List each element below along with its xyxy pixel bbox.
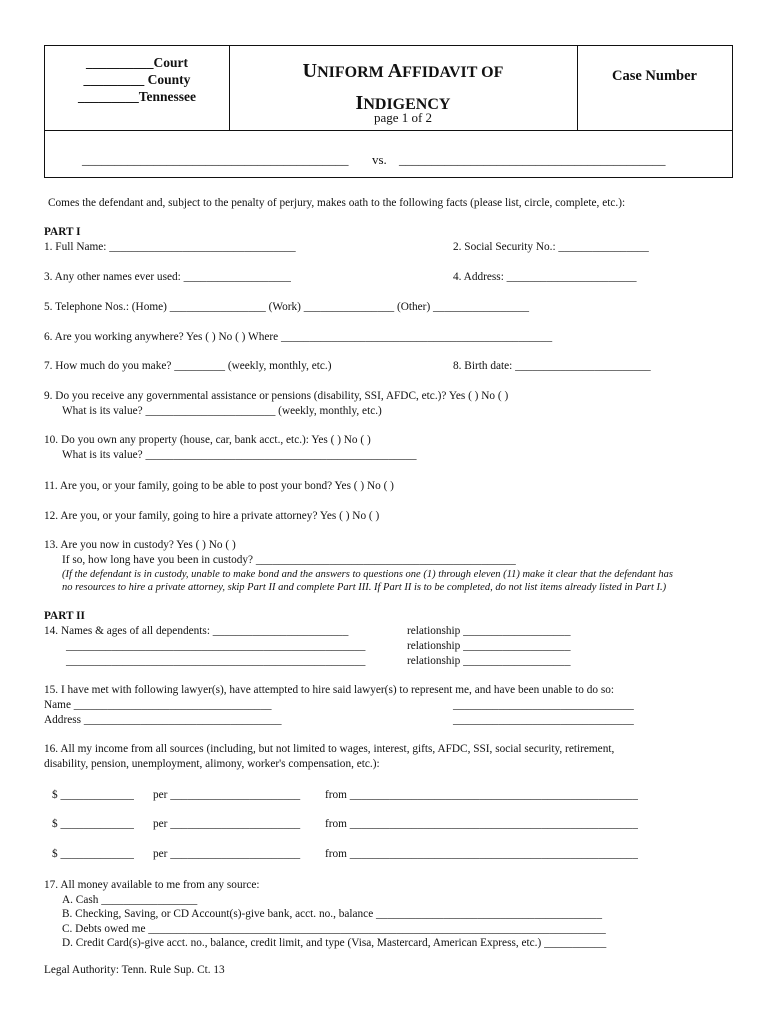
property-value-field[interactable]: What is its value? ________________________________________________ <box>62 449 417 461</box>
state-line[interactable]: _________Tennessee <box>77 89 196 104</box>
other-names-field[interactable]: 3. Any other names ever used: ___________________ <box>44 271 291 283</box>
relationship-field[interactable]: relationship ___________________ <box>407 655 571 667</box>
relationship-field[interactable]: relationship ___________________ <box>407 640 571 652</box>
part1-heading: PART I <box>44 226 81 238</box>
header-box <box>44 45 733 178</box>
cash-field[interactable]: A. Cash _________________ <box>62 894 198 906</box>
court-line[interactable]: __________Court <box>86 55 188 70</box>
credit-cards-field[interactable]: D. Credit Card(s)-give acct. no., balance, credit limit, and type (Visa, Mastercard, American Express, etc.) ___________ <box>62 937 607 949</box>
lawyer-name-field[interactable]: Name ___________________________________ <box>44 699 272 711</box>
income-amount[interactable]: $ _____________ <box>52 789 134 801</box>
income-period[interactable]: per _______________________ <box>153 848 301 860</box>
assistance-value-field[interactable]: What is its value? _______________________ (weekly, monthly, etc.) <box>62 405 382 417</box>
plaintiff-field[interactable]: _________________________________________ <box>82 152 349 167</box>
custody-question[interactable]: 13. Are you now in custody? Yes ( ) No ( ) <box>44 539 236 551</box>
income-period[interactable]: per _______________________ <box>153 818 301 830</box>
ssn-field[interactable]: 2. Social Security No.: ________________ <box>453 241 649 253</box>
accounts-field[interactable]: B. Checking, Saving, or CD Account(s)-give bank, acct. no., balance ________________________________________ <box>62 908 602 920</box>
money-question: 17. All money available to me from any source: <box>44 879 260 891</box>
income-source[interactable]: from ___________________________________________________ <box>325 818 638 830</box>
income-source[interactable]: from ___________________________________________________ <box>325 848 638 860</box>
part2-heading: PART II <box>44 610 85 622</box>
income-amount-field[interactable]: 7. How much do you make? _________ (weekly, monthly, etc.) <box>44 360 332 372</box>
intro-text: Comes the defendant and, subject to the penalty of perjury, makes oath to the following facts (please list, circle, complete, etc.): <box>48 197 626 209</box>
lawyers-question: 15. I have met with following lawyer(s), have attempted to hire said lawyer(s) to represent me, and have been unable to do so: <box>44 684 614 696</box>
custody-duration-field[interactable]: If so, how long have you been in custody? ______________________________________________ <box>62 554 516 566</box>
instruction-note: (If the defendant is in custody, unable to make bond and the answers to questions one (1) through eleven (11) make it clear that the defendant has <box>62 569 673 580</box>
income-source[interactable]: from ___________________________________________________ <box>325 789 638 801</box>
form-title: UNIFORM AFFIDAVIT OF INDIGENCY <box>302 60 504 114</box>
lawyer-name-field-2[interactable]: ________________________________ <box>453 699 634 711</box>
birth-date-field[interactable]: 8. Birth date: ________________________ <box>453 360 651 372</box>
income-amount[interactable]: $ _____________ <box>52 848 134 860</box>
full-name-field[interactable]: 1. Full Name: _________________________________ <box>44 241 296 253</box>
legal-authority-footer: Legal Authority: Tenn. Rule Sup. Ct. 13 <box>44 964 225 976</box>
dependent-line[interactable]: _____________________________________________________ <box>66 655 366 667</box>
court-block <box>45 54 229 105</box>
county-line[interactable]: _________ County <box>83 72 191 87</box>
property-question[interactable]: 10. Do you own any property (house, car, bank acct., etc.): Yes ( ) No ( ) <box>44 434 371 446</box>
case-number-label: Case Number <box>612 68 697 84</box>
income-question: 16. All my income from all sources (including, but not limited to wages, interest, gifts, AFDC, SSI, social security, retirement, <box>44 743 615 755</box>
bond-question[interactable]: 11. Are you, or your family, going to be able to post your bond? Yes ( ) No ( ) <box>44 480 394 492</box>
assistance-question[interactable]: 9. Do you receive any governmental assistance or pensions (disability, SSI, AFDC, etc.)? Yes ( ) No ( ) <box>44 390 509 402</box>
address-field[interactable]: 4. Address: _______________________ <box>453 271 637 283</box>
telephone-field[interactable]: 5. Telephone Nos.: (Home) _________________ (Work) ________________ (Other) _________________ <box>44 301 530 313</box>
lawyer-address-field[interactable]: Address ___________________________________ <box>44 714 282 726</box>
vs-label: vs. <box>372 152 387 167</box>
dependent-line[interactable]: _____________________________________________________ <box>66 640 366 652</box>
divider <box>45 130 732 131</box>
dependents-field[interactable]: 14. Names & ages of all dependents: ________________________ <box>44 625 349 637</box>
page-number: page 1 of 2 <box>373 110 433 125</box>
relationship-field[interactable]: relationship ___________________ <box>407 625 571 637</box>
income-question-cont: disability, pension, unemployment, alimony, worker's compensation, etc.): <box>44 758 380 770</box>
income-amount[interactable]: $ _____________ <box>52 818 134 830</box>
attorney-question[interactable]: 12. Are you, or your family, going to hire a private attorney? Yes ( ) No ( ) <box>44 510 380 522</box>
income-period[interactable]: per _______________________ <box>153 789 301 801</box>
working-field[interactable]: 6. Are you working anywhere? Yes ( ) No ( ) Where ________________________________________________ <box>44 331 553 343</box>
instruction-note: no resources to hire a private attorney, skip Part II and complete Part III. If Part II is to be completed, do not list items already listed in Part I.) <box>62 582 667 593</box>
lawyer-address-field-2[interactable]: ________________________________ <box>453 714 634 726</box>
debts-owed-field[interactable]: C. Debts owed me _________________________________________________________________________________ <box>62 923 606 935</box>
defendant-field[interactable]: _________________________________________ <box>399 152 666 167</box>
divider <box>577 46 578 130</box>
